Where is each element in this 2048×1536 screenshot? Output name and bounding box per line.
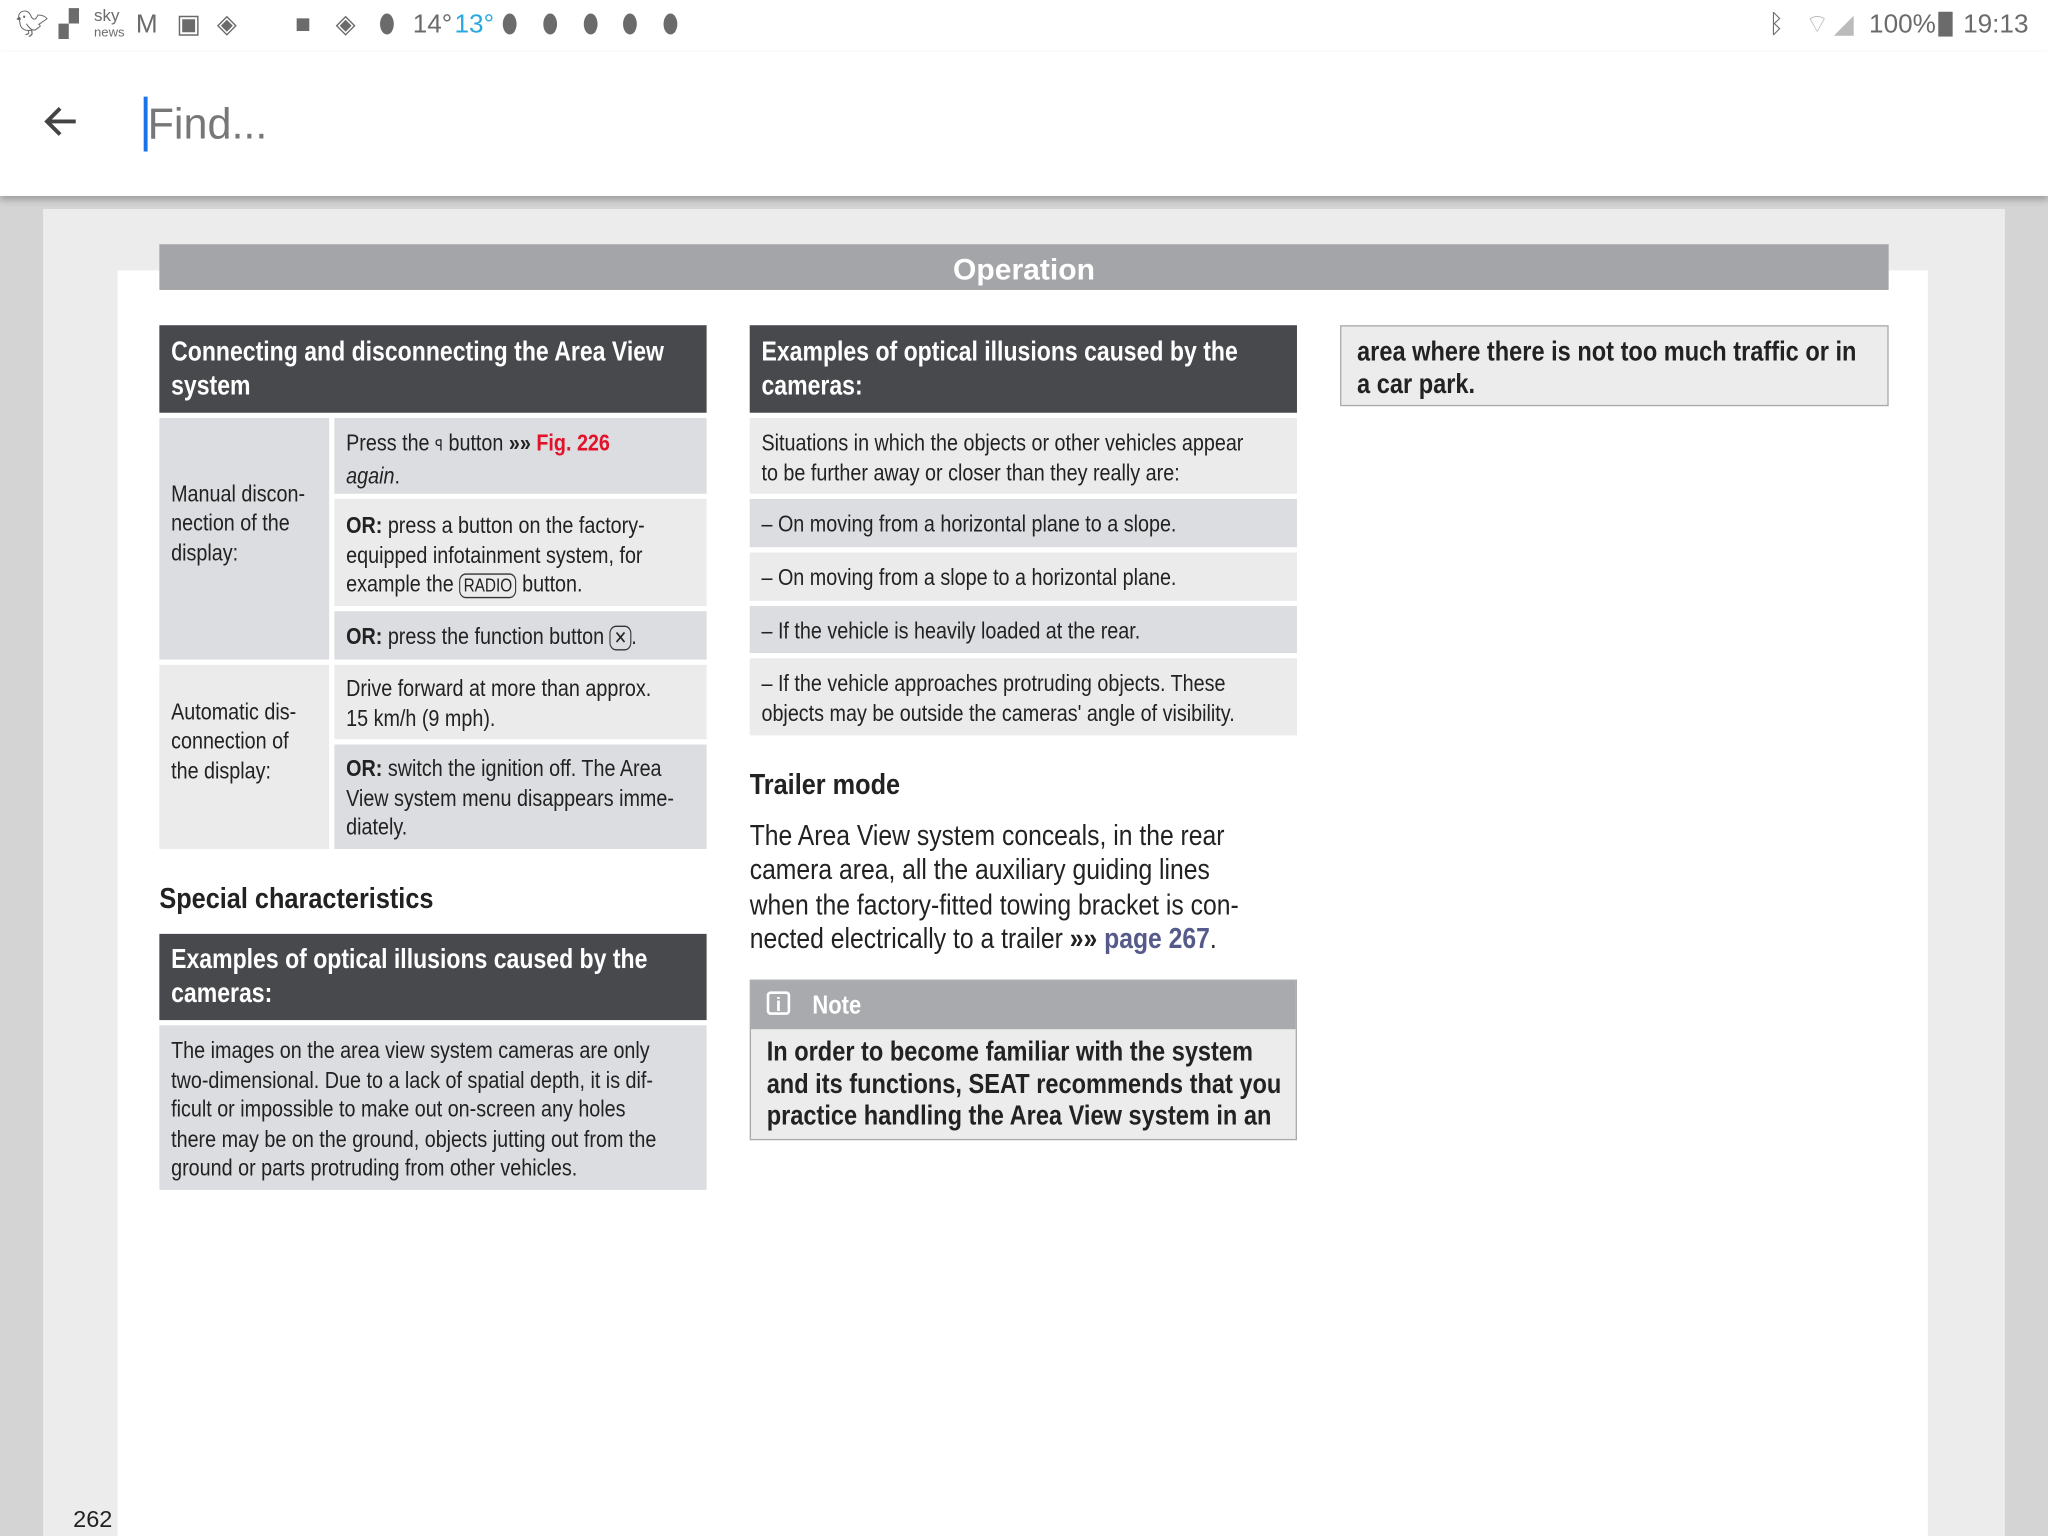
- page-link[interactable]: page 267: [1104, 921, 1210, 955]
- flipboard-icon: ■: [295, 10, 311, 40]
- battery-level: 100%: [1869, 10, 1936, 40]
- table-header: Examples of optical illusions caused by the cameras:: [750, 325, 1297, 413]
- table-cell: Drive forward at more than approx. 15 km/h (9 mph).: [334, 665, 706, 739]
- note-box-continued: area where there is not too much traffic or in a car park.: [1340, 325, 1889, 406]
- gallery-icon: ▣: [176, 10, 202, 40]
- bluetooth-icon: ᛒ: [1768, 10, 1785, 40]
- table-cell: Situations in which the objects or other vehicles appear to be further away or closer than they really are:: [750, 418, 1297, 494]
- table-cell: Press the ꟼ button »» Fig. 226 again.: [334, 418, 706, 494]
- section-title: Operation: [159, 244, 1888, 290]
- page-number: 262: [73, 1505, 113, 1533]
- status-bar: [0, 0, 2048, 52]
- table-cell: OR: press the function button ✕ .: [334, 611, 706, 659]
- temperature: 14°: [412, 10, 453, 40]
- table-cell: OR: press a button on the factory- equipped infotainment system, for example the RADIO button.: [334, 499, 706, 606]
- navigation-icon: ◈: [335, 10, 356, 40]
- table-header: Connecting and disconnecting the Area View system: [159, 325, 706, 413]
- row-label-automatic: Automatic dis- connection of the display:: [159, 665, 329, 849]
- table-header: Examples of optical illusions caused by the cameras:: [159, 934, 706, 1020]
- navigation-icon: ◈: [216, 10, 237, 40]
- subheading: Trailer mode: [749, 767, 901, 801]
- table-cell: OR: switch the ignition off. The Area View system menu disappears imme- diately.: [334, 744, 706, 848]
- wifi-icon: ⌔: [1805, 10, 1830, 40]
- radio-key-icon: RADIO: [459, 573, 516, 598]
- find-input[interactable]: Find...: [144, 97, 268, 152]
- battery-icon: [1938, 12, 1952, 37]
- location-icon: ⬮: [662, 10, 679, 40]
- figure-link: Fig. 226: [536, 429, 610, 456]
- location-icon: ⬮: [378, 10, 396, 40]
- note-header: i Note: [751, 981, 1296, 1029]
- trailer-paragraph: The Area View system conceals, in the rear camera area, all the auxiliary guiding lines when the factory-fitted towing bracket is con- nected electrically to a trailer »» page 267.: [749, 818, 1239, 955]
- list-item: – On moving from a horizontal plane to a slope.: [750, 499, 1297, 547]
- back-arrow-icon[interactable]: [42, 104, 79, 138]
- list-item: – If the vehicle approaches protruding objects. These objects may be outside the cameras' angle of visibility.: [750, 658, 1297, 735]
- parking-camera-icon: ꟼ: [435, 436, 443, 455]
- twitter-icon: 🐦︎: [15, 10, 49, 40]
- close-key-icon: ✕: [610, 626, 632, 651]
- clock: 19:13: [1963, 10, 2029, 40]
- sky-news-icon: sky news: [94, 5, 125, 41]
- location-icon: ⬮: [582, 10, 599, 40]
- info-icon: i: [767, 991, 791, 1015]
- subheading: Special characteristics: [159, 881, 434, 915]
- location-icon: ⬮: [542, 10, 559, 40]
- slack-icon: ▞: [58, 10, 79, 40]
- list-item: – If the vehicle is heavily loaded at the rear.: [750, 606, 1297, 653]
- location-icon: ⬮: [501, 10, 518, 40]
- find-toolbar: [0, 52, 2048, 196]
- temperature-2: 13°: [454, 10, 495, 40]
- signal-icon: ◢: [1833, 10, 1854, 40]
- gmail-icon: M: [135, 10, 158, 40]
- location-icon: ⬮: [621, 10, 639, 40]
- row-label-manual: Manual discon- nection of the display:: [159, 418, 329, 660]
- table-cell: The images on the area view system cameras are only two-dimensional. Due to a lack of spatial depth, it is dif- ficult or impossible to make out on-screen any holes there may be on the ground, objects jutting out from the ground or parts protruding from other vehicles.: [159, 1025, 706, 1190]
- list-item: – On moving from a slope to a horizontal plane.: [750, 552, 1297, 600]
- note-box: i Note In order to become familiar with the system and its functions, SEAT recommends that you practice handling the Area View system in an: [750, 980, 1297, 1141]
